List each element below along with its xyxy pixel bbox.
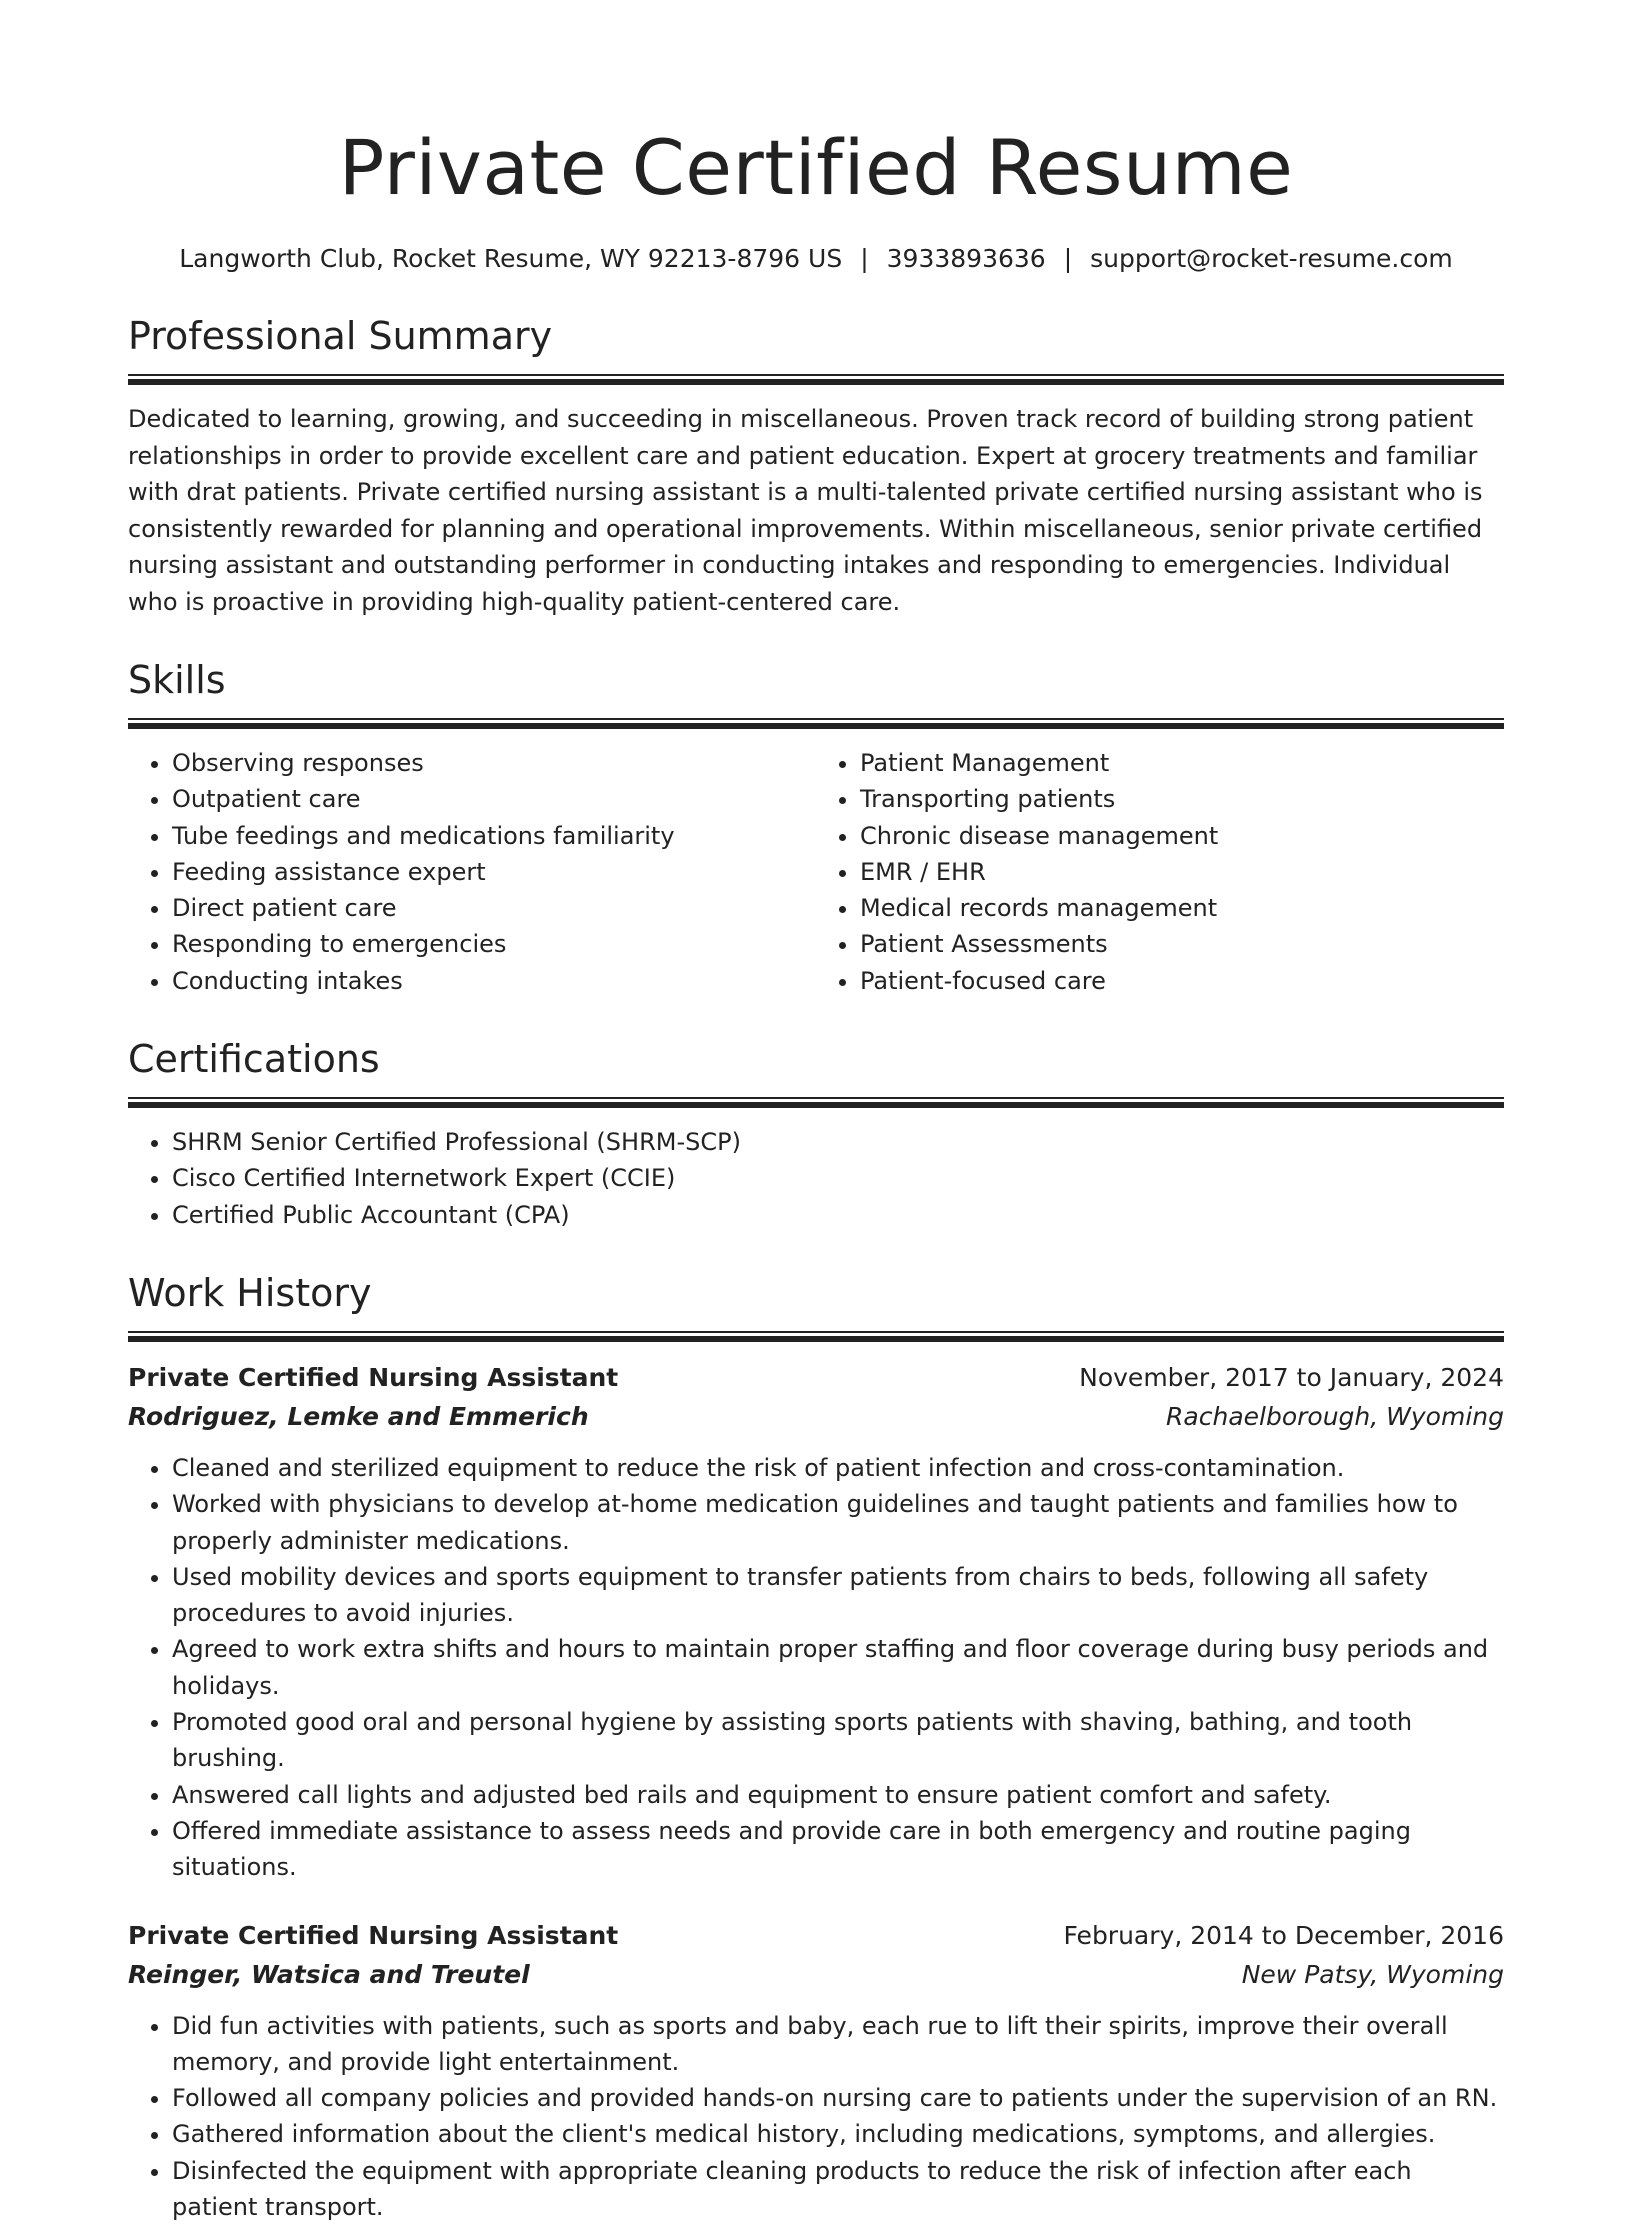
skill-item: • Tube feedings and medications familiarity <box>172 818 816 854</box>
skill-item: • EMR / EHR <box>860 854 1504 890</box>
skill-item: • Medical records management <box>860 890 1504 926</box>
job-bullet: • Gathered information about the client's medical history, including medications, symptoms, and allergies. <box>172 2116 1504 2152</box>
job-bullet: • Followed all company policies and provided hands-on nursing care to patients under the supervision of an RN. <box>172 2080 1504 2116</box>
skill-item: • Responding to emergencies <box>172 926 816 962</box>
job-company: Rodriguez, Lemke and Emmerich <box>128 1401 589 1431</box>
job-bullets <box>128 2008 1504 2225</box>
job-title: Private Certified Nursing Assistant <box>128 1920 619 1950</box>
contact-separator: | <box>1063 244 1073 273</box>
certification-item: • SHRM Senior Certified Professional (SHRM-SCP) <box>172 1124 1504 1160</box>
section-divider <box>128 374 1504 385</box>
certifications-list <box>128 1124 1504 1233</box>
job-dates: November, 2017 to January, 2024 <box>1079 1362 1504 1392</box>
job-entry <box>128 1358 1504 1886</box>
section-title-work-history: Work History <box>128 1270 372 1315</box>
job-company: Reinger, Watsica and Treutel <box>128 1959 530 1989</box>
section-divider <box>128 1331 1504 1342</box>
skill-item: • Direct patient care <box>172 890 816 926</box>
skills-grid <box>128 745 1504 999</box>
contact-email[interactable]: support@rocket-resume.com <box>1090 244 1453 273</box>
resume-name: Private Certified Resume <box>338 123 1294 212</box>
skill-item: • Patient Management <box>860 745 1504 781</box>
resume-page <box>128 0 1504 2225</box>
job-bullet: • Agreed to work extra shifts and hours to maintain proper staffing and floor coverage during busy periods and holidays. <box>172 1631 1504 1704</box>
certification-item: • Cisco Certified Internetwork Expert (CCIE) <box>172 1160 1504 1196</box>
job-subheader <box>128 1955 1504 1994</box>
section-title-certifications: Certifications <box>128 1037 380 1082</box>
skill-item: • Feeding assistance expert <box>172 854 816 890</box>
job-title: Private Certified Nursing Assistant <box>128 1362 619 1392</box>
job-dates: February, 2014 to December, 2016 <box>1063 1920 1504 1950</box>
job-bullets <box>128 1450 1504 1886</box>
job-bullet: • Did fun activities with patients, such as sports and baby, each rue to lift their spirits, improve their overall memory, and provide light entertainment. <box>172 2008 1504 2081</box>
job-location: Rachaelborough, Wyoming <box>1166 1401 1504 1431</box>
contact-phone[interactable]: 3933893636 <box>886 244 1046 273</box>
summary-text: Dedicated to learning, growing, and succeeding in miscellaneous. Proven track record of building strong patient relationships in order to provide excellent care and patient education. Expert at grocery treatments and familiar with drat patients. Private certified nursing assistant is a multi-talented private certified nursing assistant who is consistently rewarded for planning and operational improvements. Within miscellaneous, senior private certified nursing assistant and outstanding performer in conducting intakes and responding to emergencies. Individual who is proactive in providing high-quality patient-centered care. <box>128 405 1483 616</box>
job-subheader <box>128 1397 1504 1436</box>
job-header <box>128 1916 1504 1955</box>
skill-item: • Transporting patients <box>860 781 1504 817</box>
section-title-summary: Professional Summary <box>128 314 553 358</box>
contact-address: Langworth Club, Rocket Resume, WY 92213-8796 US <box>179 244 843 273</box>
contact-line <box>128 242 1504 276</box>
skill-item: • Chronic disease management <box>860 818 1504 854</box>
section-divider <box>128 718 1504 729</box>
skill-item: • Outpatient care <box>172 781 816 817</box>
job-location: New Patsy, Wyoming <box>1241 1959 1504 1989</box>
section-divider <box>128 1097 1504 1108</box>
job-bullet: • Promoted good oral and personal hygiene by assisting sports patients with shaving, bathing, and tooth brushing. <box>172 1704 1504 1777</box>
contact-separator: | <box>860 244 869 273</box>
job-header <box>128 1358 1504 1397</box>
certification-item: • Certified Public Accountant (CPA) <box>172 1197 1504 1233</box>
job-bullet: • Cleaned and sterilized equipment to reduce the risk of patient infection and cross-contamination. <box>172 1450 1504 1486</box>
job-bullet: • Worked with physicians to develop at-home medication guidelines and taught patients and families how to properly administer medications. <box>172 1486 1504 1559</box>
section-title-skills: Skills <box>128 658 226 702</box>
skills-list-left <box>128 745 816 999</box>
job-entry <box>128 1916 1504 2225</box>
job-bullet: • Disinfected the equipment with appropriate cleaning products to reduce the risk of infection after each patient transport. <box>172 2153 1504 2225</box>
skill-item: • Patient-focused care <box>860 963 1504 999</box>
job-bullet: • Answered call lights and adjusted bed rails and equipment to ensure patient comfort and safety. <box>172 1777 1504 1813</box>
job-bullet: • Offered immediate assistance to assess needs and provide care in both emergency and routine paging situations. <box>172 1813 1504 1886</box>
job-bullet: • Used mobility devices and sports equipment to transfer patients from chairs to beds, following all safety procedures to avoid injuries. <box>172 1559 1504 1632</box>
skill-item: • Patient Assessments <box>860 926 1504 962</box>
skill-item: • Conducting intakes <box>172 963 816 999</box>
skill-item: • Observing responses <box>172 745 816 781</box>
skills-list-right <box>816 745 1504 999</box>
